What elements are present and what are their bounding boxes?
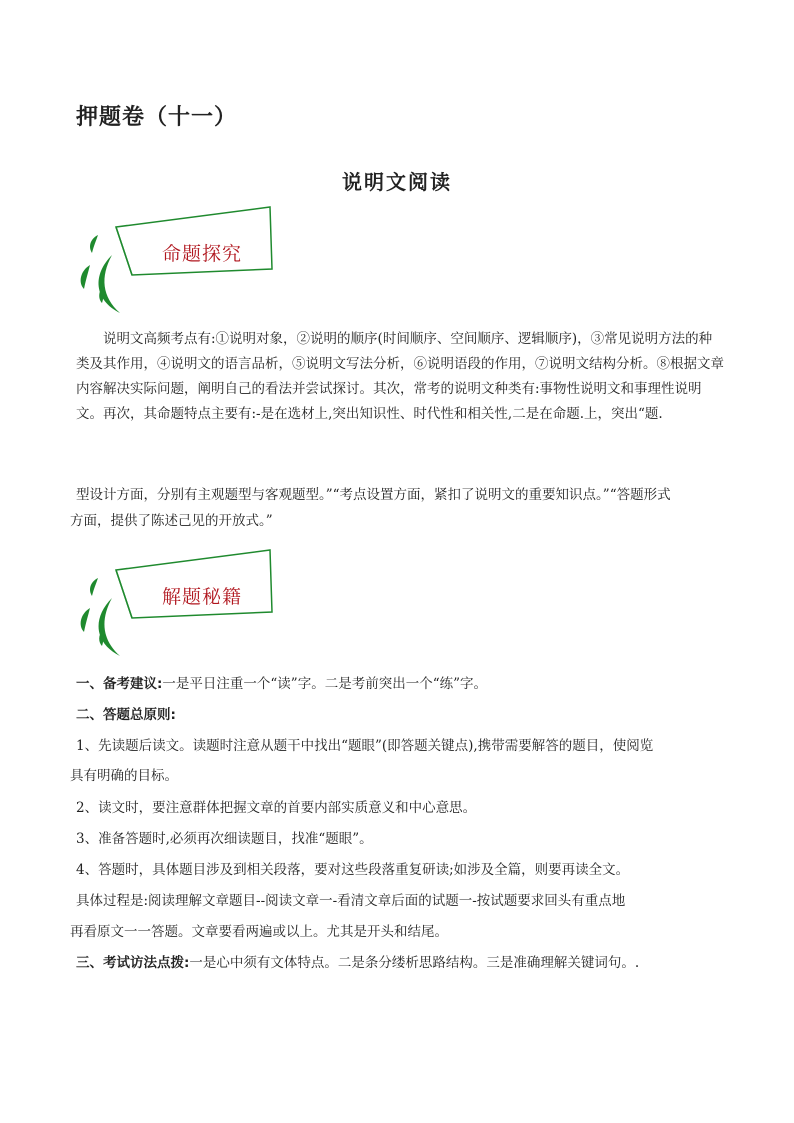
banner-label: 命题探究 [161,243,242,265]
intro-line-2: 型设计方面，分别有主观题型与客观题型。”“考点设置方面，紧扣了说明文的重要知识点。”“答题形式 [76,487,671,503]
step-1-line-b: 具有明确的目标。 [70,768,178,784]
tip-item-1-text: 一是平日注重一个“读”字。二是考前突出一个“练”字。 [162,676,488,692]
tip-item-3-text: 一是心中须有文体特点。二是条分缕析思路结构。三是准确理解关键词句。. [189,955,640,971]
intro-paragraph [76,327,724,427]
tip-item-1 [76,674,724,694]
tip-item-3 [76,953,724,973]
step-1-line-a: 1、先读题后读文。读题时注意从题干中找出“题眼”(即答题关键点),携带需要解答的题目，使阅览 [76,738,654,754]
step-2: 2、读文时，要注意群体把握文章的首要内部实质意义和中心意思。 [76,800,477,816]
process-line-b: 再看原文一一答题。文章要看两遍或以上。尤其是开头和结尾。 [70,924,448,940]
tip-item-3-label: 三、考试访法点拨: [76,955,190,971]
section-title: 说明文阅读 [342,170,452,194]
process-line-a: 具体过程是:阅读理解文章题目--阅读文章一-看清文章后面的试题一-按试题要求回头有重点地 [76,893,626,909]
banner-solving-tips [72,548,282,668]
intro-text: 说明文高频考点有:①说明对象，②说明的顺序(时间顺序、空间顺序、逻辑顺序)，③常见说明方法的种类及其作用，④说明文的语言品析，⑤说明文写法分析，⑥说明语段的作用，⑦说明文结构分析。⑧根据文章内容解决实际问题，阐明自己的看法并尝试探讨。其次，常考的说明文种类有:事物性说明文和事理性说明文。再次，其命题特点主要有:-是在选材上,突出知识性、时代性和相关性,二是在命题.上，突出“题. [76,331,724,422]
banner-label: 解题秘籍 [161,586,242,608]
step-4: 4、答题时，具体题目涉及到相关段落，要对这些段落重复研读;如涉及全篇，则要再读全文。 [76,862,630,878]
step-3: 3、准备答题时,必须再次细读题目，找准“题眼”。 [76,831,373,847]
tip-item-1-label: 一、备考建议: [76,676,163,692]
banner-topic-research [72,205,282,325]
tip-item-2-label: 二、答题总原则: [76,707,176,723]
document-title: 押题卷（十一） [76,105,238,130]
intro-line-3: 方面，提供了陈述己见的开放式。” [70,513,273,529]
